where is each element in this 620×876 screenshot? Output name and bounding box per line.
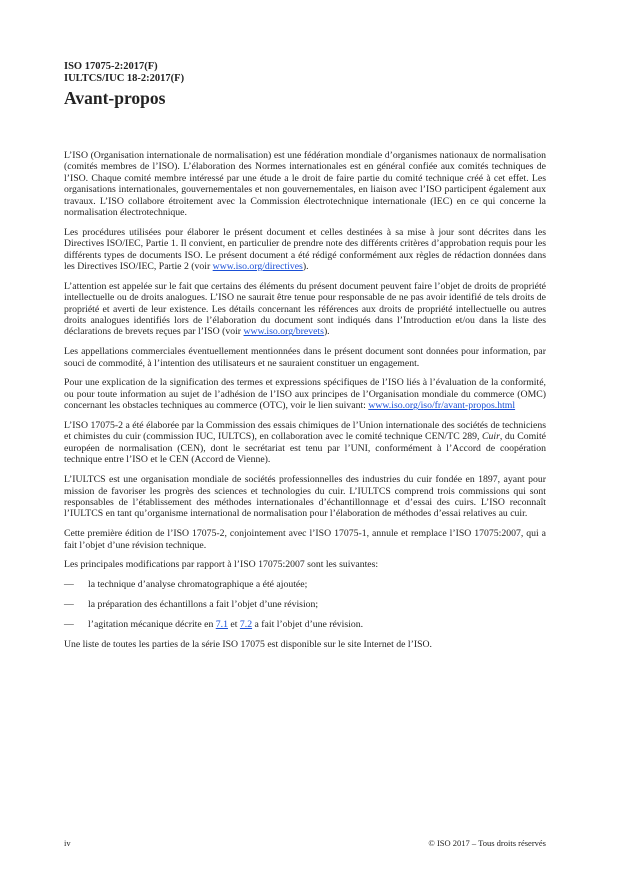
dash-bullet: —: [64, 618, 74, 630]
paragraph: L’IULTCS est une organisation mondiale de sociétés professionnelles des industries du cuir fondée en 1897, ayant pour mission de favoriser les progrès des sciences et technologies du cuir. L’IULTCS comprend trois commissions qui sont responsables de l’établissement des méthodes internationales d’échantillonnage et d’essai des cuirs. L’ISO reconnaît l’IULTCS en tant qu’organisme international de normalisation pour l’élaboration de méthodes d’essai relatives au cuir.: [64, 474, 546, 520]
paragraph: [64, 377, 546, 411]
text: Pour une explication de la signification des termes et expressions spécifiques de l’ISO liés à l’évaluation de la conformité, ou pour toute information au sujet de l’adhésion de l’ISO aux principes de l’Organisation mondiale du commerce (OMC) concernant les obstacles techniques au commerce (OTC), voir le lien suivant:: [64, 377, 546, 412]
text: l’agitation mécanique décrite en: [88, 618, 216, 630]
italic-text: Cuir: [482, 431, 500, 443]
paragraph: [64, 281, 546, 338]
text: , du Comité européen de normalisation (CEN), dont le secrétariat est tenu par l’UNI, conformément à l’Accord de coopération technique entre l’ISO et le CEN (Accord de Vienne).: [64, 431, 546, 466]
page-title: Avant-propos: [64, 88, 166, 108]
dash-bullet: —: [64, 598, 74, 610]
text: Les procédures utilisées pour élaborer le présent document et celles destinées à sa mise à jour sont décrites dans les Directives ISO/IEC, Partie 1. Il convient, en particulier de prendre note des différents critères d’approbation requis pour les différents types de documents ISO. Le présent document a été rédigé conformément aux règles de rédaction données dans les Directives ISO/IEC, Partie 2 (voir: [64, 226, 546, 273]
copyright: © ISO 2017 – Tous droits réservés: [428, 838, 546, 848]
text: la préparation des échantillons a fait l’objet d’une révision;: [88, 598, 319, 610]
paragraph: Une liste de toutes les parties de la série ISO 17075 est disponible sur le site Internet de l’ISO.: [64, 638, 432, 650]
text: a fait l’objet d’une révision.: [252, 618, 364, 630]
standard-number: ISO 17075-2:2017(F): [64, 61, 158, 72]
avant-propos-link[interactable]: www.iso.org/iso/fr/avant-propos.html: [368, 400, 516, 412]
paragraph: Les principales modifications par rapport à l’ISO 17075:2007 sont les suivantes:: [64, 559, 379, 571]
list-item: [64, 599, 546, 610]
directives-link[interactable]: www.iso.org/directives: [212, 261, 303, 273]
foreword-body: [64, 150, 546, 658]
paragraph: L’ISO (Organisation internationale de normalisation) est une fédération mondiale d’organismes nationaux de normalisation (comités membres de l’ISO). L’élaboration des Normes internationales est en général confiée aux comités techniques de l’ISO. Chaque comité membre intéressé par une étude a le droit de faire partie du comité technique créé à cet effet. Les organisations internationales, gouvernementales et non gouvernementales, en liaison avec l’ISO participent également aux travaux. L’ISO collabore étroitement avec la Commission électrotechnique internationale (IEC) en ce qui concerne la normalisation électrotechnique.: [64, 150, 546, 219]
paragraph: Les appellations commerciales éventuellement mentionnées dans le présent document sont données pour information, par souci de commodité, à l’intention des utilisateurs et ne sauraient constituer un engagement.: [64, 346, 546, 369]
text: et: [227, 618, 240, 630]
text: L’attention est appelée sur le fait que certains des éléments du présent document peuvent faire l’objet de droits de propriété intellectuelle ou de droits analogues. L’ISO ne saurait être tenue pour responsable de ne pas avoir identifié de tels droits de propriété et averti de leur existence. Les détails concernant les références aux droits de propriété intellectuelle ou autres droits analogues identifiés lors de l’élaboration du document sont indiqués dans l’Introduction et/ou dans la liste des déclarations de brevets reçues par l’ISO (voir: [64, 280, 546, 338]
brevets-link[interactable]: www.iso.org/brevets: [243, 326, 324, 338]
paragraph: [64, 227, 546, 273]
list-item: [64, 619, 546, 630]
list-item: [64, 579, 546, 590]
text: ).: [323, 326, 330, 338]
clause-7-2-link[interactable]: 7.2: [239, 618, 253, 630]
text: L’ISO 17075-2 a été élaborée par la Commission des essais chimiques de l’Union internationale des sociétés de techniciens et chimistes du cuir (commission IUC, IULTCS), en collaboration avec le comité technique CEN/TC 289,: [64, 420, 546, 443]
paragraph: [64, 420, 546, 466]
dash-bullet: —: [64, 579, 74, 591]
iultcs-number: IULTCS/IUC 18-2:2017(F): [64, 73, 185, 84]
text: ).: [302, 261, 309, 273]
clause-7-1-link[interactable]: 7.1: [215, 618, 228, 630]
document-header: [64, 61, 184, 85]
page-number: iv: [64, 838, 71, 848]
text: la technique d’analyse chromatographique a été ajoutée;: [88, 579, 308, 591]
paragraph: Cette première édition de l’ISO 17075-2, conjointement avec l’ISO 17075-1, annule et remplace l’ISO 17075:2007, qui a fait l’objet d’une révision technique.: [64, 528, 546, 551]
